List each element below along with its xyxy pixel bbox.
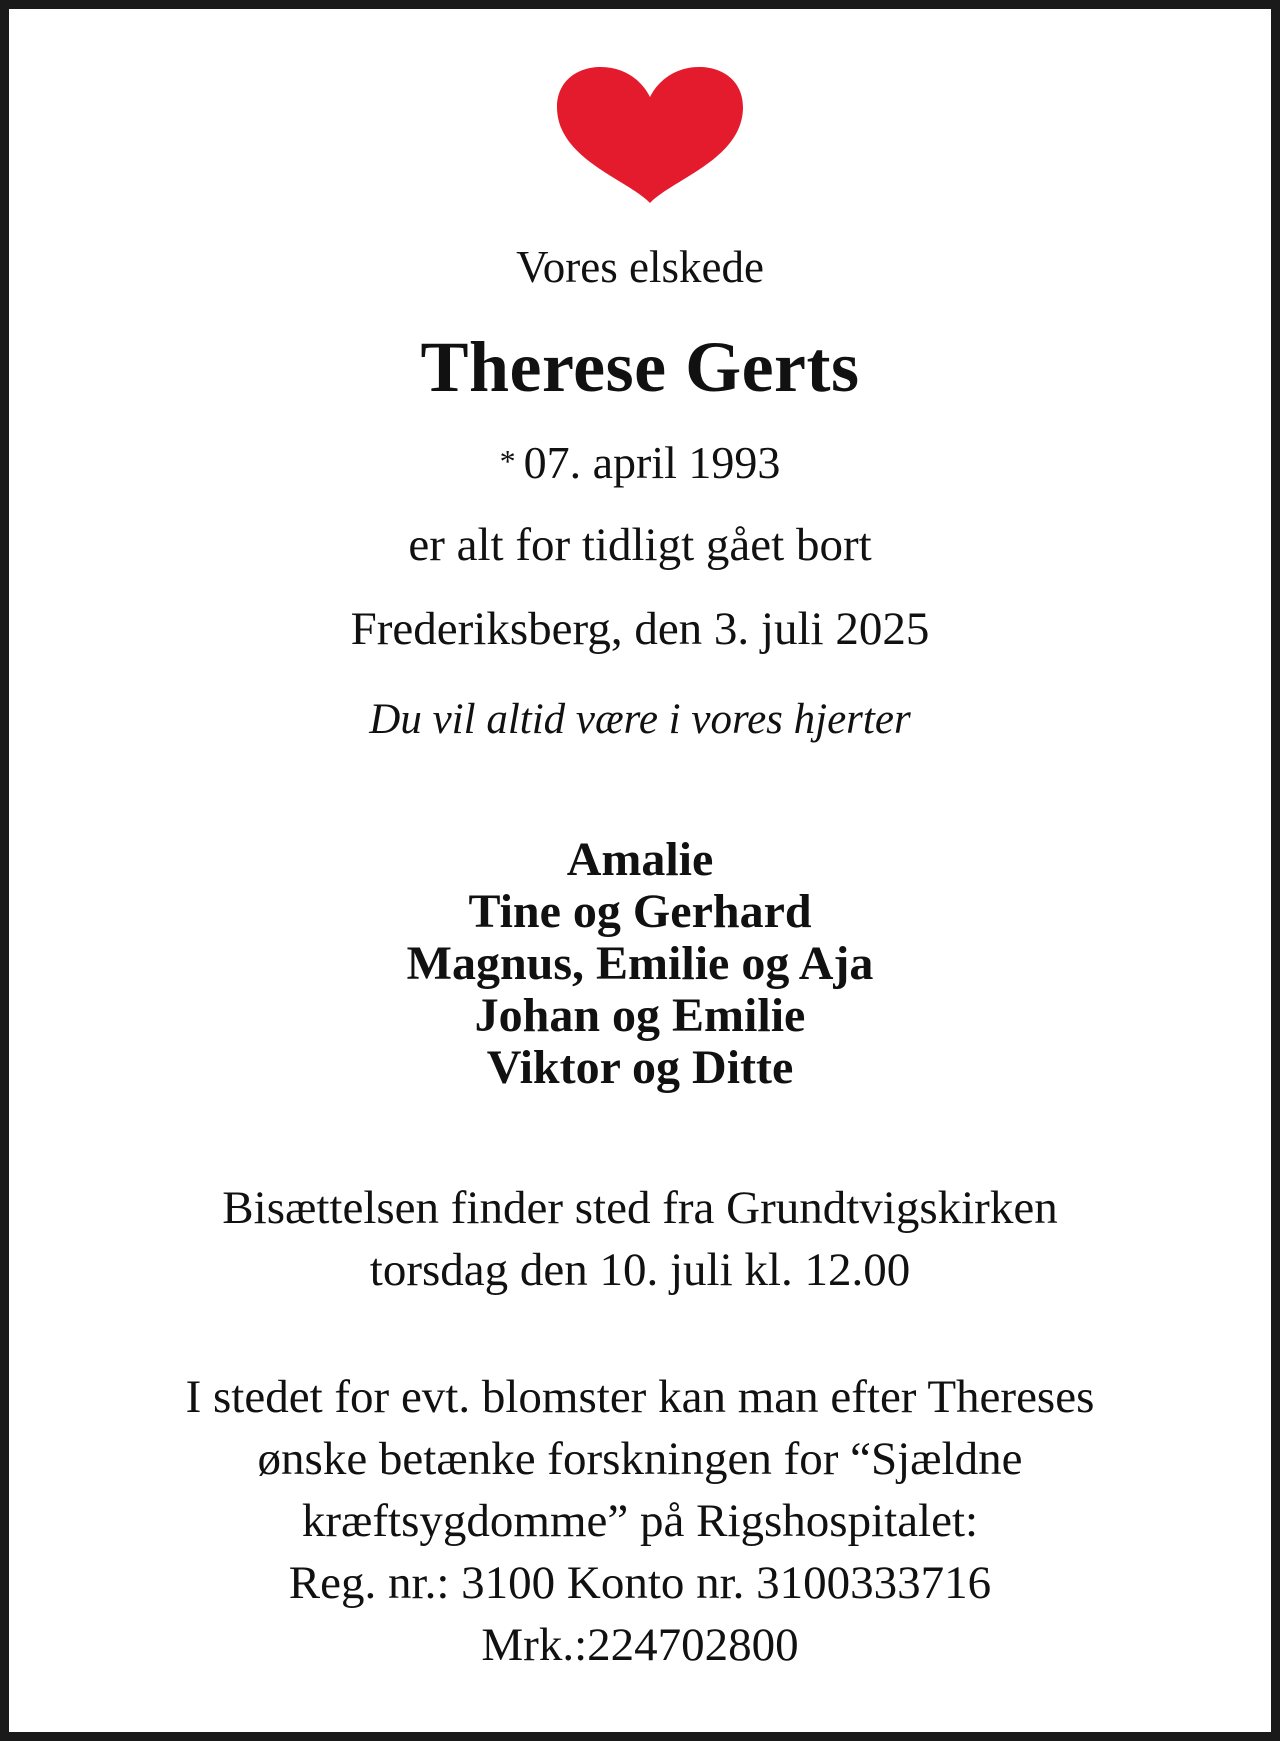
deceased-name: Therese Gerts (420, 327, 860, 407)
family-member: Johan og Emilie (474, 989, 806, 1042)
family-list (9, 834, 1271, 1094)
birth-date: 07. april 1993 (523, 437, 781, 488)
family-member: Magnus, Emilie og Aja (406, 937, 874, 990)
memorial-quote: Du vil altid være i vores hjerter (369, 696, 911, 743)
donation-info (9, 1366, 1271, 1676)
passed-text: er alt for tidligt gået bort (408, 519, 872, 571)
place-date: Frederiksberg, den 3. juli 2025 (350, 603, 930, 655)
donation-line: Reg. nr.: 3100 Konto nr. 3100333716 (288, 1557, 992, 1609)
donation-line: Mrk.:224702800 (481, 1619, 799, 1671)
intro-text: Vores elskede (516, 242, 764, 292)
donation-line: ønske betænke forskningen for “Sjældne (257, 1433, 1023, 1485)
family-member: Viktor og Ditte (486, 1041, 794, 1094)
birth-symbol: * (499, 443, 516, 479)
family-member: Amalie (566, 833, 714, 886)
funeral-line: Bisættelsen finder sted fra Grundtvigskirken (222, 1182, 1058, 1234)
family-member: Tine og Gerhard (468, 885, 812, 938)
funeral-line: torsdag den 10. juli kl. 12.00 (369, 1244, 911, 1296)
donation-line: kræftsygdomme” på Rigshospitalet: (301, 1495, 979, 1547)
donation-line: I stedet for evt. blomster kan man efter Thereses (185, 1371, 1095, 1423)
funeral-info (9, 1177, 1271, 1301)
birth-line (9, 437, 1271, 488)
heart-icon (557, 67, 743, 203)
